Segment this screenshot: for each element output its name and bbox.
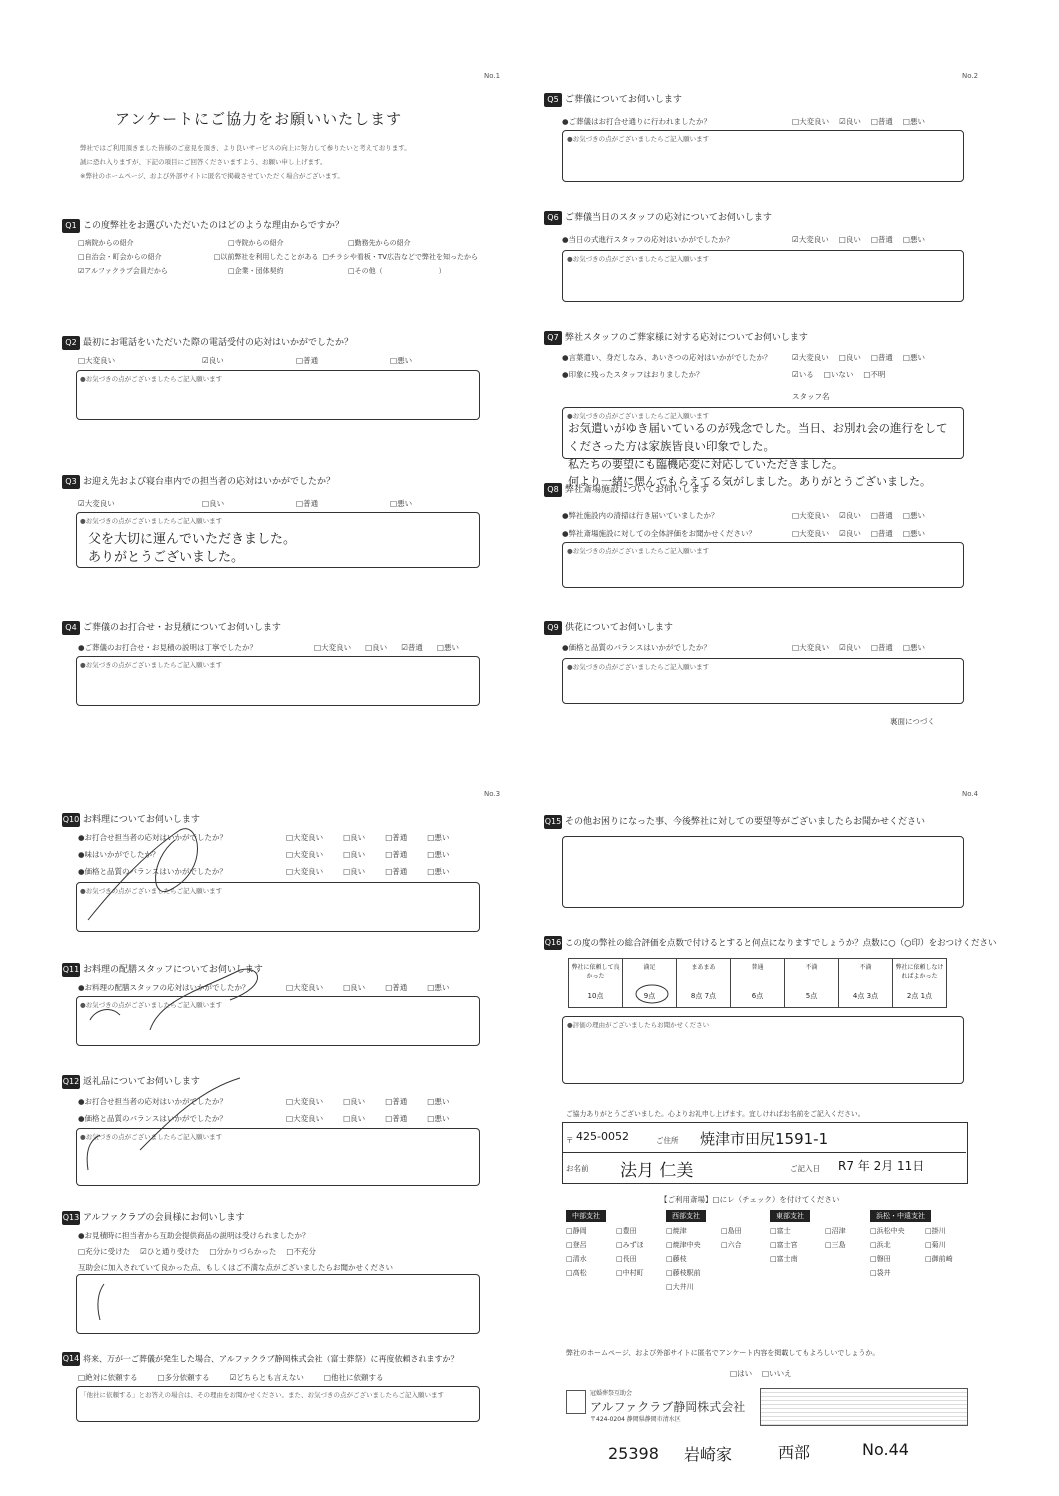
branch-item[interactable]: □浜北: [870, 1241, 891, 1249]
q1-option[interactable]: □自治会・町会からの紹介: [78, 253, 162, 261]
q12-row-label: ●価格と品質のバランスはいかがでしたか？: [78, 1114, 227, 1123]
score-points: 5点: [805, 992, 818, 1000]
q13-option[interactable]: □充分に受けた: [78, 1247, 131, 1256]
branches-legend: 【ご利用斎場】□にレ（チェック）を付けてください: [660, 1195, 840, 1204]
q11-option[interactable]: □良い: [343, 983, 366, 992]
q10-option[interactable]: □悪い: [427, 850, 450, 859]
q8-option[interactable]: □悪い: [902, 511, 926, 520]
q4-comment-label: ●お気づきの点がございましたらご記入願います: [80, 661, 223, 669]
q10-option[interactable]: □悪い: [427, 833, 450, 842]
branch-head: 浜松・中遠支社: [870, 1210, 931, 1222]
branch-group-hamamatsu: [870, 1210, 965, 1282]
page-number-4: No.4: [962, 790, 979, 798]
company-logo: [566, 1390, 586, 1414]
q10-row-label: ●お打合せ担当者の応対はいかがでしたか？: [78, 833, 228, 842]
q8-option[interactable]: ☑良い: [839, 511, 861, 520]
q2-comment-label: ●お気づきの点がございましたらご記入願います: [80, 375, 223, 383]
q1-option[interactable]: □企業・団体契約: [228, 267, 284, 275]
fine-print-box: [760, 1388, 968, 1426]
bottom-id: 25398: [608, 1444, 659, 1463]
q6-option[interactable]: □良い: [838, 235, 861, 244]
q3-option[interactable]: □良い: [202, 499, 225, 508]
q11-option[interactable]: □悪い: [427, 983, 450, 992]
address-value: 焼津市田尻1591-1: [700, 1130, 829, 1148]
q1-option[interactable]: □以前弊社を利用したことがある: [213, 253, 319, 261]
q16-score-scale: [568, 958, 947, 1008]
q4-text: ご葬儀のお打合せ・お見積についてお伺いします: [83, 623, 281, 633]
page-number-1: No.1: [484, 72, 501, 80]
q14-option[interactable]: □他社に依頼する: [323, 1373, 384, 1382]
q12-row-label: ●お打合せ担当者の応対はいかがでしたか？: [78, 1097, 228, 1106]
score-points: 2点 1点: [906, 992, 933, 1000]
q13-text: アルファクラブの会員様にお伺いします: [83, 1213, 245, 1223]
q2-text: 最初にお電話をいただいた際の電話受付の応対はいかがでしたか？: [83, 338, 354, 348]
q2-number: Q2: [62, 336, 80, 350]
q7-question: [544, 330, 808, 345]
q6-comment-label: ●お気づきの点がございましたらご記入願います: [567, 255, 710, 263]
q12-number: Q12: [62, 1075, 80, 1089]
q13-option[interactable]: ☑ひと通り受けた: [140, 1247, 200, 1256]
score-cell[interactable]: [893, 959, 946, 1007]
q6-option[interactable]: ☑大変良い: [792, 235, 829, 244]
q10-number: Q10: [62, 813, 80, 827]
branch-item[interactable]: □掛川: [925, 1227, 946, 1235]
q12-question: [62, 1074, 200, 1089]
score-cell[interactable]: [623, 959, 677, 1007]
q11-number: Q11: [62, 963, 80, 977]
branch-item[interactable]: □大井川: [666, 1283, 694, 1291]
date-label: ご記入日: [790, 1164, 820, 1173]
company-note: 冠婚葬祭互助会: [590, 1390, 633, 1397]
q14-options: [78, 1372, 408, 1383]
q7-option[interactable]: □不明: [863, 370, 886, 379]
q10-option[interactable]: □普通: [385, 833, 408, 842]
branch-item[interactable]: □袋井: [870, 1269, 891, 1277]
q3-text: お迎え先および寝台車内での担当者の応対はいかがでしたか？: [83, 477, 336, 487]
q14-option[interactable]: □絶対に依頼する: [78, 1373, 138, 1382]
q14-option[interactable]: ☑どちらとも言えない: [229, 1373, 304, 1382]
q15-number: Q15: [544, 815, 562, 829]
branch-item[interactable]: □六合: [721, 1241, 742, 1249]
q10-option[interactable]: □大変良い: [286, 867, 324, 876]
q7-options-2: [792, 369, 909, 380]
q10-option[interactable]: □良い: [343, 850, 366, 859]
branch-item[interactable]: □藤枝駅前: [666, 1269, 701, 1277]
continue-note: 裏面につづく: [890, 717, 935, 726]
q1-option[interactable]: ☑アルファクラブ会員だから: [78, 267, 168, 275]
q1-options: [78, 238, 478, 280]
q8-sub-2: ●弊社斎場施設に対しての全体評価をお聞かせください？: [562, 529, 757, 538]
q1-option[interactable]: □チラシや看板・TV広告などで弊社を知ったから: [322, 253, 478, 261]
q5-options: [792, 116, 949, 127]
branch-head: 中部支社: [566, 1210, 606, 1222]
q8-option[interactable]: □大変良い: [792, 511, 830, 520]
q10-question: [62, 812, 200, 827]
q7-options-1: [792, 352, 949, 363]
q10-option[interactable]: □大変良い: [286, 833, 324, 842]
q12-option[interactable]: □悪い: [427, 1114, 450, 1123]
q9-options: [792, 642, 949, 653]
branch-group-tobu: [770, 1210, 865, 1268]
q10-row-options: [286, 849, 473, 860]
branch-group-chubu: [566, 1210, 656, 1282]
branch-item[interactable]: □中村町: [616, 1269, 644, 1277]
score-cell[interactable]: [569, 959, 623, 1007]
branch-item[interactable]: □清水: [566, 1255, 587, 1263]
score-points: 6点: [751, 992, 764, 1000]
consent-text: 弊社のホームページ、および外部サイトに匿名でアンケート内容を掲載してもよろしいでしょうか。: [566, 1349, 880, 1357]
q3-option[interactable]: □悪い: [390, 499, 413, 508]
q10-option[interactable]: □大変良い: [286, 850, 324, 859]
q5-number: Q5: [544, 93, 562, 107]
q7-text: 弊社スタッフのご葬家様に対する応対についてお伺いします: [565, 333, 808, 343]
name-label: お名前: [566, 1164, 589, 1173]
q10-row-options: [286, 866, 473, 877]
q10-row-label: ●味はいかがでしたか？: [78, 850, 160, 859]
q4-option[interactable]: □大変良い: [314, 643, 352, 652]
q5-sub: ●ご葬儀はお打合せ通りに行われましたか？: [562, 117, 712, 126]
q4-question: [62, 620, 281, 635]
q2-option[interactable]: ☑良い: [202, 356, 224, 365]
q7-sub-2: ●印象に残ったスタッフはおりましたか？: [562, 370, 704, 379]
q10-comment-label: ●お気づきの点がございましたらご記入願います: [80, 887, 223, 895]
q11-options: [286, 982, 473, 993]
q10-option[interactable]: □悪い: [427, 867, 450, 876]
q1-question: [62, 218, 344, 233]
branch-item[interactable]: □三島: [825, 1241, 846, 1249]
q6-option[interactable]: □悪い: [902, 235, 926, 244]
q7-sub-1: ●言葉遣い、身だしなみ、あいさつの応対はいかがでしたか？: [562, 353, 772, 362]
q3-question: [62, 474, 335, 489]
q8-options-1: [792, 510, 949, 521]
page-number-3: No.3: [484, 790, 501, 798]
q15-question: [544, 814, 925, 829]
branch-item[interactable]: □浜松中央: [870, 1227, 905, 1235]
q6-text: ご葬儀当日のスタッフの応対についてお伺いします: [565, 213, 772, 223]
q8-sub-1: ●弊社施設内の清掃は行き届いていましたか？: [562, 511, 719, 520]
score-points: 8点 7点: [690, 992, 717, 1000]
branch-item[interactable]: □みずほ: [616, 1241, 644, 1249]
q5-option[interactable]: ☑良い: [839, 117, 861, 126]
q12-option[interactable]: □大変良い: [286, 1114, 324, 1123]
q7-option[interactable]: □良い: [838, 353, 861, 362]
q14-number: Q14: [62, 1352, 80, 1366]
q7-staff-label: スタッフ名: [792, 392, 830, 401]
q16-text: この度の弊社の総合評価を点数で付けるとすると何点になりますでしょうか？点数に○（○印）をおつけください: [565, 938, 997, 949]
q12-comment-label: ●お気づきの点がございましたらご記入願います: [80, 1133, 223, 1141]
q8-option[interactable]: □普通: [870, 511, 893, 520]
branch-item[interactable]: □豊田: [616, 1227, 637, 1235]
q6-question: [544, 210, 772, 225]
q8-option[interactable]: □大変良い: [792, 529, 830, 538]
company-address: 〒424-0204 静岡県静岡市清水区: [590, 1416, 681, 1423]
q15-text: その他お困りになった事、今後弊社に対しての要望等がございましたらお聞かせください: [565, 817, 926, 827]
postal-code: 425-0052: [576, 1130, 629, 1143]
q3-comment-label: ●お気づきの点がございましたらご記入願います: [80, 517, 223, 525]
score-label: 不満: [859, 964, 872, 971]
q3-handwritten-line-1: 父を大切に運んでいただきました。: [88, 532, 297, 547]
q9-sub: ●価格と品質のバランスはいかがでしたか？: [562, 643, 711, 652]
q13-comment-label: 互助会に加入されていて良かった点、もしくはご不満な点がございましたらお聞かせください: [78, 1263, 393, 1272]
q12-option[interactable]: □良い: [343, 1097, 366, 1106]
q8-number: Q8: [544, 483, 562, 497]
q11-option[interactable]: □普通: [385, 983, 408, 992]
q4-number: Q4: [62, 621, 80, 635]
q2-question: [62, 335, 353, 350]
branch-item[interactable]: □菊川: [925, 1241, 946, 1249]
q2-option[interactable]: □悪い: [390, 356, 413, 365]
q6-options: [792, 234, 949, 245]
q7-handwritten-line-2: くださった方は家族皆良い印象でした。: [568, 439, 775, 453]
q8-question: [544, 482, 709, 497]
q9-comment-label: ●お気づきの点がございましたらご記入願います: [567, 663, 710, 671]
score-points: 4点 3点: [852, 992, 879, 1000]
branch-item[interactable]: □焼津中央: [666, 1241, 701, 1249]
score-cell[interactable]: [785, 959, 839, 1007]
q7-option[interactable]: ☑いる: [792, 370, 814, 379]
score-label: 満足: [643, 964, 656, 971]
q16-question: [544, 936, 997, 950]
q12-option[interactable]: □普通: [385, 1097, 408, 1106]
branch-item[interactable]: □磐田: [870, 1255, 891, 1263]
q13-sub: ●お見積時に担当者から互助会提供商品の説明は受けられましたか？: [78, 1231, 310, 1240]
score-label: 弊社に依頼しなければよかった: [895, 964, 944, 980]
q14-option[interactable]: □多分依頼する: [157, 1373, 210, 1382]
q8-option[interactable]: □普通: [870, 529, 893, 538]
consent-yes[interactable]: □はい: [730, 1369, 753, 1378]
q6-number: Q6: [544, 211, 562, 225]
page-number-2: No.2: [962, 72, 979, 80]
score-label: 普通: [751, 964, 764, 971]
intro-line-1: 弊社ではご利用頂きました皆様のご意見を頂き、より良いサービスの向上に努力して参りたいと考えております。: [80, 144, 411, 152]
branch-head: 東部支社: [770, 1210, 810, 1222]
q16-comment-label: ●評価の理由がございましたらお聞かせください: [567, 1021, 710, 1029]
score-points: 9点: [643, 992, 656, 1000]
q7-number: Q7: [544, 331, 562, 345]
branch-item[interactable]: □富士: [770, 1227, 791, 1235]
q1-option[interactable]: □寺院からの紹介: [228, 239, 284, 247]
q7-option[interactable]: □普通: [870, 353, 893, 362]
branch-item[interactable]: □島田: [721, 1227, 742, 1235]
branch-item[interactable]: □沼津: [825, 1227, 846, 1235]
q7-handwritten-line-4: 何より一緒に偲んでもらえてる気がしました。ありがとうございました。: [568, 475, 931, 488]
thanks-note: ご協力ありがとうございました。心よりお礼申し上げます。宜しければお名前をご記入ください。: [566, 1110, 865, 1118]
q8-comment-label: ●お気づきの点がございましたらご記入願います: [567, 547, 710, 555]
branch-item[interactable]: □長田: [616, 1255, 637, 1263]
branch-item[interactable]: □富士南: [770, 1255, 798, 1263]
q14-question: [62, 1352, 459, 1366]
branch-item[interactable]: □藤枝: [666, 1255, 687, 1263]
q1-text: この度弊社をお選びいただいたのはどのような理由からですか？: [83, 221, 344, 231]
branch-item[interactable]: □登呂: [566, 1241, 587, 1249]
address-label: ご住所: [656, 1136, 679, 1145]
q3-handwritten-line-2: ありがとうございました。: [88, 550, 245, 565]
score-label: 弊社に依頼して良かった: [571, 964, 620, 980]
q12-option[interactable]: □良い: [343, 1114, 366, 1123]
q5-option[interactable]: □大変良い: [792, 117, 830, 126]
q11-option[interactable]: □大変良い: [286, 983, 324, 992]
q2-options: [78, 355, 436, 366]
q15-comment-box[interactable]: [562, 836, 964, 908]
q3-option[interactable]: □普通: [296, 499, 319, 508]
branch-item[interactable]: □高松: [566, 1269, 587, 1277]
q1-option[interactable]: □病院からの紹介: [78, 239, 134, 247]
q6-sub: ●当日の式進行スタッフの応対はいかがでしたか？: [562, 235, 734, 244]
q3-option[interactable]: ☑大変良い: [78, 499, 115, 508]
bottom-family: 岩崎家: [684, 1445, 733, 1464]
branch-item[interactable]: □富士宮: [770, 1241, 798, 1249]
q9-option[interactable]: □大変良い: [792, 643, 830, 652]
q13-question: [62, 1210, 244, 1225]
q11-text: お料理の配膳スタッフについてお伺いします: [83, 965, 263, 975]
q11-question: [62, 962, 263, 977]
q4-option[interactable]: □良い: [365, 643, 388, 652]
q10-option[interactable]: □良い: [343, 867, 366, 876]
score-cell[interactable]: [731, 959, 785, 1007]
postal-label: 〒: [566, 1136, 574, 1145]
q13-options: [78, 1246, 340, 1257]
q12-row-options: [286, 1096, 473, 1107]
q10-option[interactable]: □普通: [385, 867, 408, 876]
q13-comment-box[interactable]: [76, 1274, 480, 1334]
consent-no[interactable]: □いいえ: [762, 1369, 792, 1378]
q7-option[interactable]: ☑大変良い: [792, 353, 829, 362]
bottom-region: 西部: [778, 1443, 811, 1462]
branch-item[interactable]: □静岡: [566, 1227, 587, 1235]
q7-handwritten-line-3: 私たちの要望にも臨機応変に対応していただきました。: [568, 458, 843, 471]
q8-option[interactable]: ☑良い: [839, 529, 861, 538]
q2-option[interactable]: □普通: [296, 356, 319, 365]
q11-sub: ●お料理の配膳スタッフの応対はいかがでしたか？: [78, 983, 250, 992]
q5-text: ご葬儀についてお伺いします: [565, 95, 682, 105]
q10-row-label: ●価格と品質のバランスはいかがでしたか？: [78, 867, 227, 876]
q9-option[interactable]: □悪い: [902, 643, 926, 652]
q3-number: Q3: [62, 475, 80, 489]
q16-number: Q16: [544, 936, 562, 950]
company-name: アルファクラブ静岡株式会社: [590, 1400, 746, 1414]
q13-option[interactable]: □分かりづらかった: [209, 1247, 277, 1256]
q9-option[interactable]: □普通: [870, 643, 893, 652]
bottom-number: No.44: [862, 1440, 909, 1459]
q7-comment-label: ●お気づきの点がございましたらご記入願います: [567, 412, 710, 420]
q8-text: 弊社斎場施設についてお伺いします: [565, 485, 709, 495]
q13-option[interactable]: □不充分: [286, 1247, 317, 1256]
q12-option[interactable]: □大変良い: [286, 1097, 324, 1106]
q9-text: 供花についてお伺いします: [565, 623, 673, 633]
branch-group-seibu: [666, 1210, 761, 1296]
q14-text: 将来、万が一ご葬儀が発生した場合、アルファクラブ静岡株式会社（富士葬祭）に再度依頼されますか？: [83, 1354, 459, 1364]
q1-number: Q1: [62, 219, 80, 233]
q5-option[interactable]: □普通: [870, 117, 893, 126]
q4-option[interactable]: ☑普通: [401, 643, 423, 652]
q8-options-2: [792, 528, 949, 539]
q7-option[interactable]: □いない: [823, 370, 854, 379]
score-cell[interactable]: [839, 959, 893, 1007]
q5-question: [544, 92, 682, 107]
q1-option[interactable]: □勤務先からの紹介: [348, 239, 411, 247]
name-value: 法月 仁美: [620, 1161, 694, 1181]
q14-comment-label: 「他社に依頼する」とお答えの場合は、その理由をお聞かせください。また、お気づきの点がございましたらご記入願います: [80, 1391, 444, 1399]
q7-option[interactable]: □悪い: [902, 353, 926, 362]
branch-item[interactable]: □御前崎: [925, 1255, 953, 1263]
q4-option[interactable]: □悪い: [436, 643, 460, 652]
q10-option[interactable]: □良い: [343, 833, 366, 842]
q9-number: Q9: [544, 621, 562, 635]
q5-comment-label: ●お気づきの点がございましたらご記入願います: [567, 135, 710, 143]
q9-option[interactable]: ☑良い: [839, 643, 861, 652]
intro-line-2: 誠に恐れ入りますが、下記の項目にご回答くださいますよう、お願い申し上げます。: [80, 158, 327, 166]
score-label: 不満: [805, 964, 818, 971]
q8-option[interactable]: □悪い: [902, 529, 926, 538]
date-value: R7 年 2月 11日: [838, 1159, 925, 1173]
q7-handwritten-line-1: お気遣いがゆき届いているのが残念でした。当日、お別れ会の進行をして: [568, 421, 948, 435]
score-cell[interactable]: [677, 959, 731, 1007]
score-points: 10点: [587, 992, 604, 1000]
branch-item[interactable]: □焼津: [666, 1227, 687, 1235]
q9-question: [544, 620, 673, 635]
q12-text: 返礼品についてお伺いします: [83, 1077, 200, 1087]
q10-option[interactable]: □普通: [385, 850, 408, 859]
branch-head: 西部支社: [666, 1210, 706, 1222]
q12-row-options: [286, 1113, 473, 1124]
q4-options: [314, 642, 483, 653]
q13-number: Q13: [62, 1211, 80, 1225]
q10-text: お料理についてお伺いします: [83, 815, 200, 825]
q2-option[interactable]: □大変良い: [78, 356, 116, 365]
q11-comment-label: ●お気づきの点がございましたらご記入願います: [80, 1001, 223, 1009]
page-title: アンケートにご協力をお願いいたします: [115, 110, 403, 128]
q4-sub: ●ご葬儀のお打合せ・お見積の説明は丁寧でしたか？: [78, 643, 258, 652]
q3-options: [78, 498, 436, 509]
score-label: まあまあ: [691, 964, 716, 971]
divider: [562, 1152, 966, 1153]
intro-line-3: ※弊社のホームページ、および外部サイトに匿名で掲載させていただく場合がございます。: [80, 172, 344, 180]
q6-option[interactable]: □普通: [870, 235, 893, 244]
q12-option[interactable]: □普通: [385, 1114, 408, 1123]
q5-option[interactable]: □悪い: [902, 117, 926, 126]
q10-row-options: [286, 832, 473, 843]
q12-option[interactable]: □悪い: [427, 1097, 450, 1106]
q1-option[interactable]: □その他（ ）: [348, 267, 446, 275]
